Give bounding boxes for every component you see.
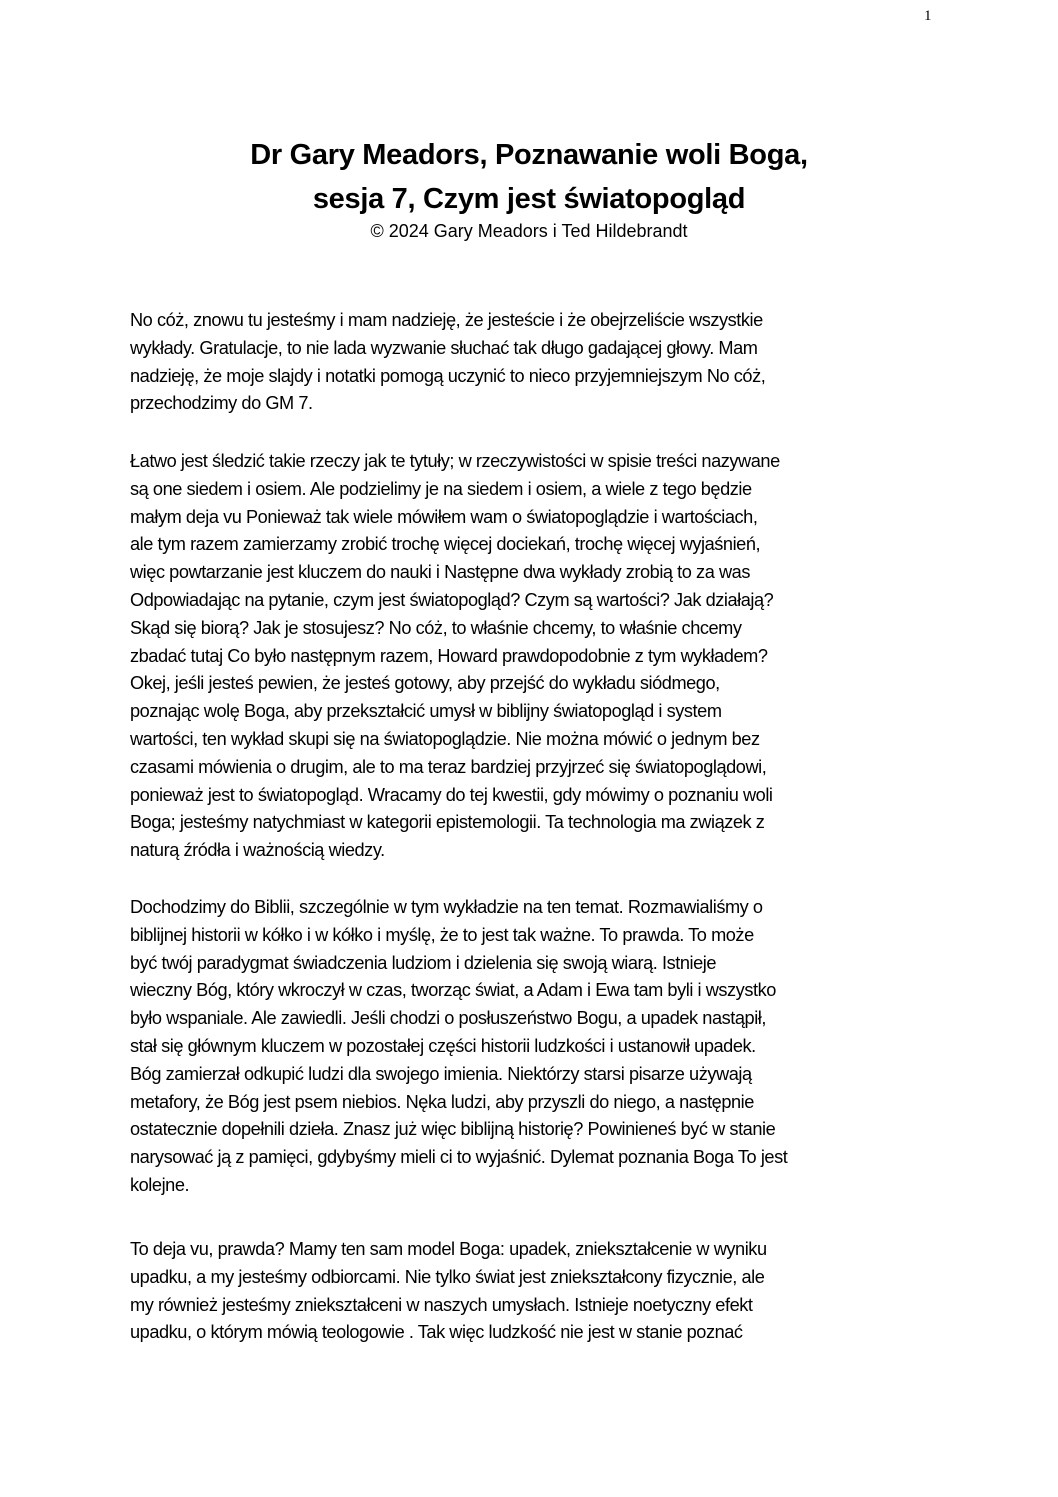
paragraph-line: są one siedem i osiem. Ale podzielimy je na siedem i osiem, a wiele z tego będzie [130, 478, 752, 499]
paragraph-line: więc powtarzanie jest kluczem do nauki i Następne dwa wykłady zrobią to za was [130, 562, 750, 583]
paragraph-line: Boga; jesteśmy natychmiast w kategorii epistemologii. Ta technologia ma związek z [130, 812, 765, 833]
paragraph-line: ostatecznie dopełnili dzieła. Znasz już więc biblijną historię? Powinieneś być w stanie [130, 1119, 776, 1140]
paragraph-2 [130, 448, 950, 865]
paragraph-line: małym deja vu Ponieważ tak wiele mówiłem wam o światopoglądzie i wartościach, [130, 506, 758, 527]
copyright-notice: © 2024 Gary Meadors i Ted Hildebrandt [370, 221, 688, 241]
page-number: 1 [924, 8, 932, 24]
paragraph-line: upadku, o którym mówią teologowie . Tak więc ludzkość nie jest w stanie poznać [130, 1322, 743, 1343]
paragraph-line: było wspaniale. Ale zawiedli. Jeśli chodzi o posłuszeństwo Bogu, a upadek nastąpił, [130, 1008, 766, 1029]
paragraph-line: To deja vu, prawda? Mamy ten sam model Boga: upadek, zniekształcenie w wyniku [130, 1239, 767, 1259]
paragraph-line: naturą źródła i ważnością wiedzy. [130, 840, 385, 861]
paragraph-4 [130, 1236, 950, 1347]
paragraph-line: Okej, jeśli jesteś pewien, że jesteś gotowy, aby przejść do wykładu siódmego, [130, 673, 720, 694]
paragraph-line: przechodzimy do GM 7. [130, 393, 313, 414]
paragraph-line: Łatwo jest śledzić takie rzeczy jak te tytuły; w rzeczywistości w spisie treści nazywane [130, 451, 780, 471]
paragraph-line: Bóg zamierzał odkupić ludzi dla swojego imienia. Niektórzy starsi pisarze używają [130, 1063, 752, 1084]
paragraph-line: ale tym razem zamierzamy zrobić trochę więcej dociekań, trochę więcej wyjaśnień, [130, 534, 761, 555]
paragraph-line: Dochodzimy do Biblii, szczególnie w tym wykładzie na ten temat. Rozmawialiśmy o [130, 897, 763, 917]
paragraph-1 [130, 307, 950, 418]
paragraph-line: stał się głównym kluczem w pozostałej części historii ludzkości i ustanowił upadek. [130, 1035, 756, 1056]
document-title-line-1: Dr Gary Meadors, Poznawanie woli Boga, [250, 139, 808, 171]
paragraph-line: upadku, a my jesteśmy odbiorcami. Nie tylko świat jest zniekształcony fizycznie, ale [130, 1266, 765, 1287]
document-title-line-2: sesja 7, Czym jest światopogląd [312, 183, 746, 215]
paragraph-line: nadzieję, że moje slajdy i notatki pomogą uczynić to nieco przyjemniejszym No cóż, [130, 365, 766, 386]
paragraph-line: narysować ją z pamięci, gdybyśmy mieli ci to wyjaśnić. Dylemat poznania Boga To jest [130, 1147, 788, 1168]
paragraph-line: No cóż, znowu tu jesteśmy i mam nadzieję, że jesteście i że obejrzeliście wszystkie [130, 310, 763, 330]
paragraph-line: ponieważ jest to światopogląd. Wracamy do tej kwestii, gdy mówimy o poznaniu woli [130, 784, 773, 805]
paragraph-line: metafory, że Bóg jest psem niebios. Nęka ludzi, aby przyszli do niego, a następnie [130, 1091, 754, 1112]
paragraph-line: Odpowiadając na pytanie, czym jest światopogląd? Czym są wartości? Jak działają? [130, 589, 774, 610]
paragraph-line: my również jesteśmy zniekształceni w naszych umysłach. Istnieje noetyczny efekt [130, 1294, 753, 1315]
paragraph-3 [130, 894, 950, 1200]
paragraph-line: Skąd się biorą? Jak je stosujesz? No cóż, to właśnie chcemy, to właśnie chcemy [130, 617, 742, 638]
paragraph-line: czasami mówienia o drugim, ale to ma teraz bardziej przyjrzeć się światopoglądowi, [130, 756, 767, 777]
paragraph-line: kolejne. [130, 1174, 190, 1195]
paragraph-line: zbadać tutaj Co było następnym razem, Howard prawdopodobnie z tym wykładem? [130, 645, 768, 666]
paragraph-line: poznając wolę Boga, aby przekształcić umysł w biblijny światopogląd i system [130, 701, 722, 722]
paragraph-line: wieczny Bóg, który wkroczył w czas, tworząc świat, a Adam i Ewa tam byli i wszystko [130, 980, 776, 1001]
paragraph-line: być twój paradygmat świadczenia ludziom i dzielenia się swoją wiarą. Istnieje [130, 952, 717, 973]
document-header [0, 133, 1058, 243]
paragraph-line: wartości, ten wykład skupi się na światopoglądzie. Nie można mówić o jednym bez [130, 728, 760, 749]
paragraph-line: wykłady. Gratulacje, to nie lada wyzwanie słuchać tak długo gadającej głowy. Mam [130, 337, 758, 358]
paragraph-line: biblijnej historii w kółko i w kółko i myślę, że to jest tak ważne. To prawda. To może [130, 924, 754, 945]
